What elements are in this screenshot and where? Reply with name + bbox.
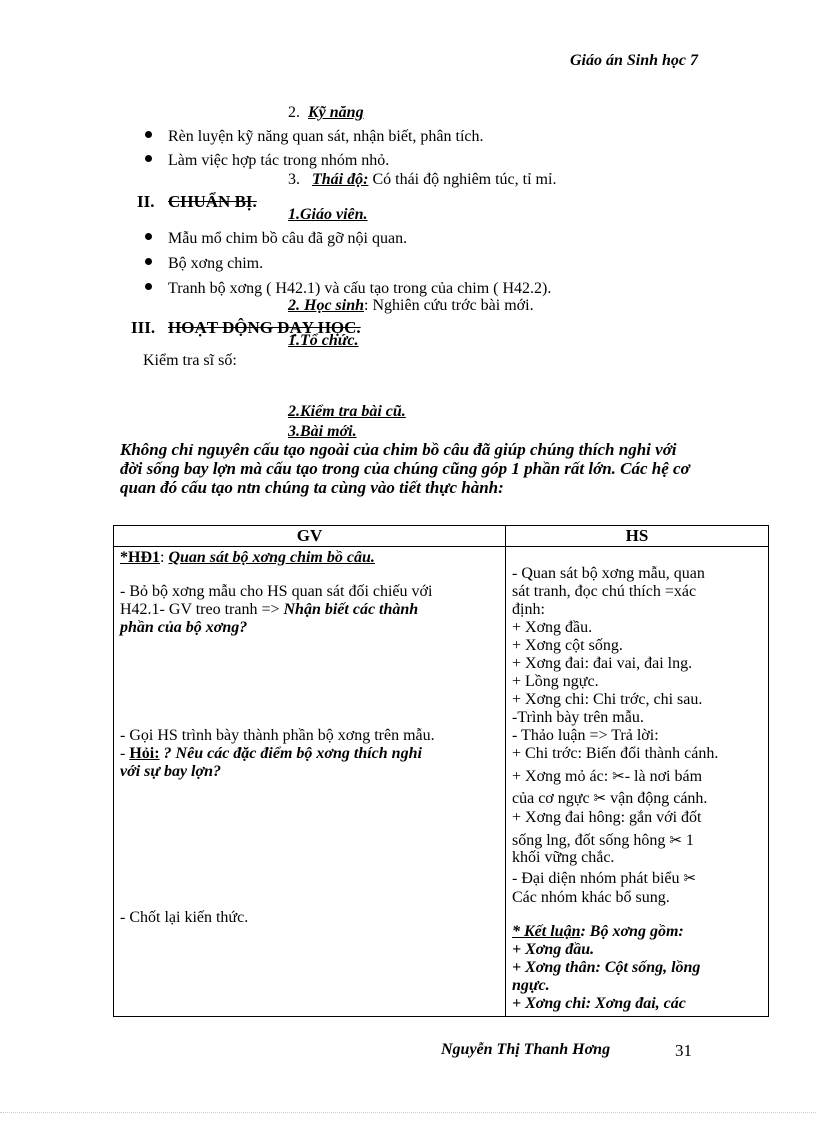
hs-text-line: sát tranh, đọc chú thích =xác	[512, 583, 697, 600]
hs-text-line: khối vững chắc.	[512, 849, 615, 866]
table-header-row	[114, 526, 769, 547]
prep-item: Bộ xơng chim.	[168, 255, 264, 272]
conclusion-label: * Kết luận	[512, 923, 581, 940]
conclusion-item: ngực.	[512, 977, 550, 994]
gv-question-text: Nhận biết các thành	[283, 601, 419, 618]
hs-text-line	[512, 789, 707, 808]
section-iii-number: III.	[131, 318, 156, 337]
ask-dash: -	[120, 745, 130, 762]
hs-text-line	[512, 831, 694, 850]
gv-text-line: - Chốt lại kiến thức.	[120, 909, 249, 926]
conclusion-text: : Bộ xơng gồm:	[580, 923, 684, 940]
page-bottom-divider	[0, 1112, 816, 1113]
hs-text-span: - là nơi bám	[624, 768, 703, 785]
prep-item: Mẫu mổ chim bồ câu đã gỡ nội quan.	[168, 230, 408, 247]
bullet-icon	[145, 155, 152, 162]
skills-heading-number: 2.	[288, 104, 300, 121]
hs-text-line: -Trình bày trên mẫu.	[512, 709, 644, 726]
intro-paragraph: Không chỉ nguyên cấu tạo ngoài của chim bồ câu đã giúp chúng thích nghi với đời sống bay lợn mà cấu tạo trong của chúng cũng góp 1 phần rất lớn. Các hệ cơ quan đó cấu tạo ntn chúng ta cùng vào tiết thực hành:	[120, 440, 690, 497]
gv-cell	[114, 547, 506, 1017]
ask-question: với sự bay lợn?	[120, 763, 221, 780]
section-ii-title: CHUẨN BỊ.	[168, 192, 257, 211]
gv-text-line	[120, 601, 418, 619]
hs-text-line: + Lồng ngực.	[512, 673, 599, 690]
column-header-gv: GV	[114, 526, 506, 547]
attitude-text: Có thái độ nghiêm túc, tỉ mỉ.	[368, 171, 557, 188]
gv-text-line: - Bỏ bộ xơng mẫu cho HS quan sát đối chiếu với	[120, 583, 433, 600]
organization-heading: 1.Tổ chức.	[288, 332, 359, 349]
lesson-activity-table	[113, 525, 769, 1017]
hs-cell	[506, 547, 769, 1017]
check-old-lesson-heading: 2.Kiểm tra bài cũ.	[288, 403, 406, 420]
student-label: 2. Học sinh	[288, 297, 365, 314]
scissors-icon: ✂	[612, 769, 625, 785]
activity-label: *HĐ1	[120, 549, 160, 566]
hs-text-line: - Quan sát bộ xơng mẫu, quan	[512, 565, 705, 582]
activity-heading	[120, 549, 375, 567]
activity-title: Quan sát bộ xơng chim bồ câu.	[168, 549, 375, 566]
hs-text-line: + Xơng đai hông: gắn với đốt	[512, 809, 702, 826]
student-text: : Nghiên cứu trớc bài mới.	[364, 297, 534, 314]
hs-text-line	[512, 767, 702, 786]
gv-text-line: - Gọi HS trình bày thành phần bộ xơng trên mẫu.	[120, 727, 435, 744]
new-lesson-heading: 3.Bài mới.	[288, 423, 357, 440]
bullet-icon	[145, 233, 152, 240]
conclusion-item: + Xơng thân: Cột sống, lồng	[512, 959, 701, 976]
hs-text-span: vận động cánh.	[606, 790, 708, 807]
teacher-heading: 1.Giáo viên.	[288, 206, 368, 223]
section-ii-number: II.	[137, 192, 155, 211]
hs-text-line: - Thảo luận => Trả lời:	[512, 727, 659, 744]
hs-text-line: + Xơng đầu.	[512, 619, 593, 636]
bullet-icon	[145, 258, 152, 265]
hs-text-line: + Xơng chi: Chi trớc, chi sau.	[512, 691, 703, 708]
skills-heading-text: Kỹ năng	[308, 104, 364, 121]
page-number: 31	[675, 1041, 692, 1060]
hs-text-line: + Xơng cột sống.	[512, 637, 623, 654]
skills-item: Làm việc hợp tác trong nhóm nhỏ.	[168, 152, 390, 169]
activity-separator: :	[160, 549, 169, 566]
hs-text-span: 1	[681, 832, 694, 849]
scissors-icon: ✂	[683, 871, 697, 887]
hs-text-line	[512, 869, 696, 888]
attitude-number: 3.	[288, 171, 300, 188]
scissors-icon: ✂	[669, 833, 682, 849]
column-header-hs: HS	[506, 526, 769, 547]
bullet-icon	[145, 131, 152, 138]
conclusion-item: + Xơng đầu.	[512, 941, 595, 958]
scissors-icon: ✂	[593, 791, 607, 807]
gv-text-span: H42.1- GV treo tranh =>	[120, 601, 284, 618]
hs-text-span: sống lng, đốt sống hông	[512, 832, 670, 849]
ask-question: ? Nêu các đặc điểm bộ xơng thích nghi	[159, 745, 422, 762]
conclusion-item: + Xơng chi: Xơng đai, các	[512, 995, 686, 1012]
attendance-text: Kiểm tra sĩ số:	[143, 352, 237, 369]
conclusion-line	[512, 923, 684, 941]
table-row	[114, 547, 769, 1017]
hs-text-line: Các nhóm khác bổ sung.	[512, 889, 670, 906]
skills-item: Rèn luyện kỹ năng quan sát, nhận biết, phân tích.	[168, 128, 484, 145]
page-header-title: Giáo án Sinh học 7	[569, 52, 698, 69]
ask-label: Hỏi:	[129, 745, 160, 762]
bullet-icon	[145, 283, 152, 290]
attitude-label: Thái độ:	[312, 171, 369, 188]
hs-text-span: của cơ ngực	[512, 790, 594, 807]
gv-question-text: phần của bộ xơng?	[120, 619, 248, 636]
skills-heading	[288, 104, 364, 122]
hs-text-line: + Xơng đai: đai vai, đai lng.	[512, 655, 693, 672]
student-line	[288, 297, 534, 315]
hs-text-span: + Xơng mỏ ác:	[512, 768, 613, 785]
attitude-line	[288, 171, 556, 189]
gv-question-line	[120, 745, 422, 763]
hs-text-line: + Chi trớc: Biến đổi thành cánh.	[512, 745, 719, 762]
hs-text-line: định:	[512, 601, 545, 618]
prep-item: Tranh bộ xơng ( H42.1) và cấu tạo trong của chim ( H42.2).	[168, 280, 552, 297]
section-iii-title: HOẠT ĐỘNG DẠY HỌC.	[168, 318, 361, 337]
hs-text-span: - Đại diện nhóm phát biểu	[512, 870, 684, 887]
footer-author: Nguyễn Thị Thanh Hơng	[441, 1041, 611, 1058]
